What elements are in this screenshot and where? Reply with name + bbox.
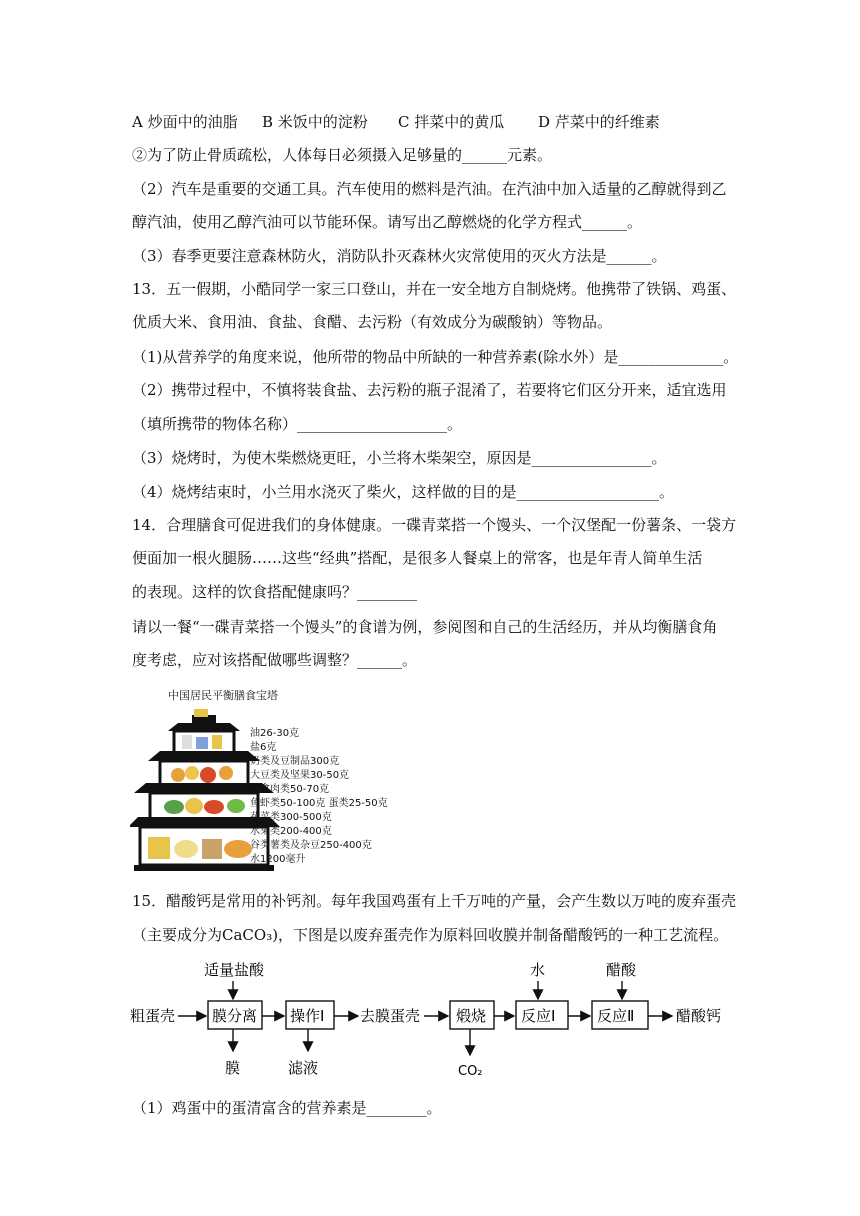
pyramid-title: 中国居民平衡膳食宝塔 [168,689,278,702]
q14-stem-line1: 14．合理膳食可促进我们的身体健康。一碟青菜搭一个馒头、一个汉堡配一份薯条、一袋方 [132,516,737,534]
q14-stem-line5: 度考虑，应对该搭配做哪些调整？______。 [132,651,418,669]
flow-output-membrane: 膜 [225,1059,241,1077]
q13-part2-line1: （2）携带过程中，不慎将装食盐、去污粉的瓶子混淆了，若要将它们区分开来，适宜选用 [132,381,727,399]
option-c: C 拌菜中的黄瓜 [398,113,505,131]
q13-stem-line2: 优质大米、食用油、食盐、食醋、去污粉（有效成分为碳酸钠）等物品。 [132,313,613,331]
pyramid-label: 蔬菜类300-500克 [250,812,332,823]
flow-mid-label: 去膜蛋壳 [360,1007,421,1025]
q14-stem-line3: 的表现。这样的饮食搭配健康吗？________ [132,583,418,601]
q13-part1: （1)从营养学的角度来说，他所带的物品中所缺的一种营养素(除水外）是______________。 [132,348,739,366]
pyramid-label: 盐6克 [250,742,277,753]
flow-box4-label: 反应Ⅰ [521,1007,556,1025]
option-d: D 芹菜中的纤维素 [538,113,660,131]
pyramid-label: 谷类薯类及杂豆250-400克 [250,840,372,851]
flow-reagent-hcl: 适量盐酸 [204,961,265,979]
q13-stem-line1: 13．五一假期，小酷同学一家三口登山，并在一安全地方自制烧烤。他携带了铁锅、鸡蛋、 [132,280,737,298]
option-a: A 炒面中的油脂 [132,113,238,131]
flow-reagent-acetic: 醋酸 [606,961,637,979]
flow-output-co2: CO₂ [458,1064,483,1079]
option-b: B 米饭中的淀粉 [262,113,368,131]
q12-line2: ②为了防止骨质疏松，人体每日必须摄入足够量的______元素。 [132,146,553,164]
pyramid-label: 奶类及豆制品300克 [250,756,340,767]
q12-part3: （3）春季更要注意森林防火，消防队扑灭森林火灾常使用的灭火方法是______。 [132,247,667,265]
pyramid-label: 水1200毫升 [250,854,306,865]
flow-box1-label: 膜分离 [212,1007,258,1025]
flow-input-label: 粗蛋壳 [130,1007,176,1025]
q14-stem-line2: 便面加一根火腿肠……这些“经典”搭配，是很多人餐桌上的常客，也是年青人简单生活 [132,549,703,567]
pyramid-labels [250,727,388,867]
flow-box2-label: 操作Ⅰ [290,1007,325,1025]
q13-part4: （4）烧烤结束时，小兰用水浇灭了柴火，这样做的目的是___________________。 [132,483,675,501]
pyramid-label: 大豆类及坚果30-50克 [250,770,350,781]
pyramid-label: 鱼虾类50-100克 蛋类25-50克 [250,798,388,809]
process-flow-diagram [128,955,738,1085]
flow-box3-label: 煅烧 [456,1007,487,1025]
q13-part2-line2: （填所携带的物体名称）____________________。 [132,415,463,433]
flow-output-filtrate: 滤液 [288,1059,319,1077]
flow-reagent-water: 水 [530,961,546,979]
flow-box5-label: 反应Ⅱ [597,1007,635,1025]
q15-stem-line1: 15．醋酸钙是常用的补钙剂。每年我国鸡蛋有上千万吨的产量，会产生数以万吨的废弃蛋壳 [132,892,737,910]
q12-part2-line2: 醇汽油，使用乙醇汽油可以节能环保。请写出乙醇燃烧的化学方程式______。 [132,213,643,231]
pyramid-label: 油26-30克 [250,728,300,739]
q15-part1: （1）鸡蛋中的蛋清富含的营养素是________。 [132,1099,442,1117]
q12-part2-line1: （2）汽车是重要的交通工具。汽车使用的燃料是汽油。在汽油中加入适量的乙醇就得到乙 [132,180,727,198]
pyramid-label: 水果类200-400克 [250,826,332,837]
q13-part3: （3）烧烤时，为使木柴燃烧更旺，小兰将木柴架空，原因是________________。 [132,449,667,467]
q15-stem-line2: （主要成分为CaCO₃)，下图是以废弃蛋壳作为原料回收膜并制备醋酸钙的一种工艺流程。 [132,926,729,944]
flow-output-label: 醋酸钙 [676,1007,722,1025]
pyramid-label: 畜禽肉类50-70克 [250,784,330,795]
q14-stem-line4: 请以一餐“一碟青菜搭一个馒头”的食谱为例，参阅图和自己的生活经历，并从均衡膳食角 [132,618,718,636]
